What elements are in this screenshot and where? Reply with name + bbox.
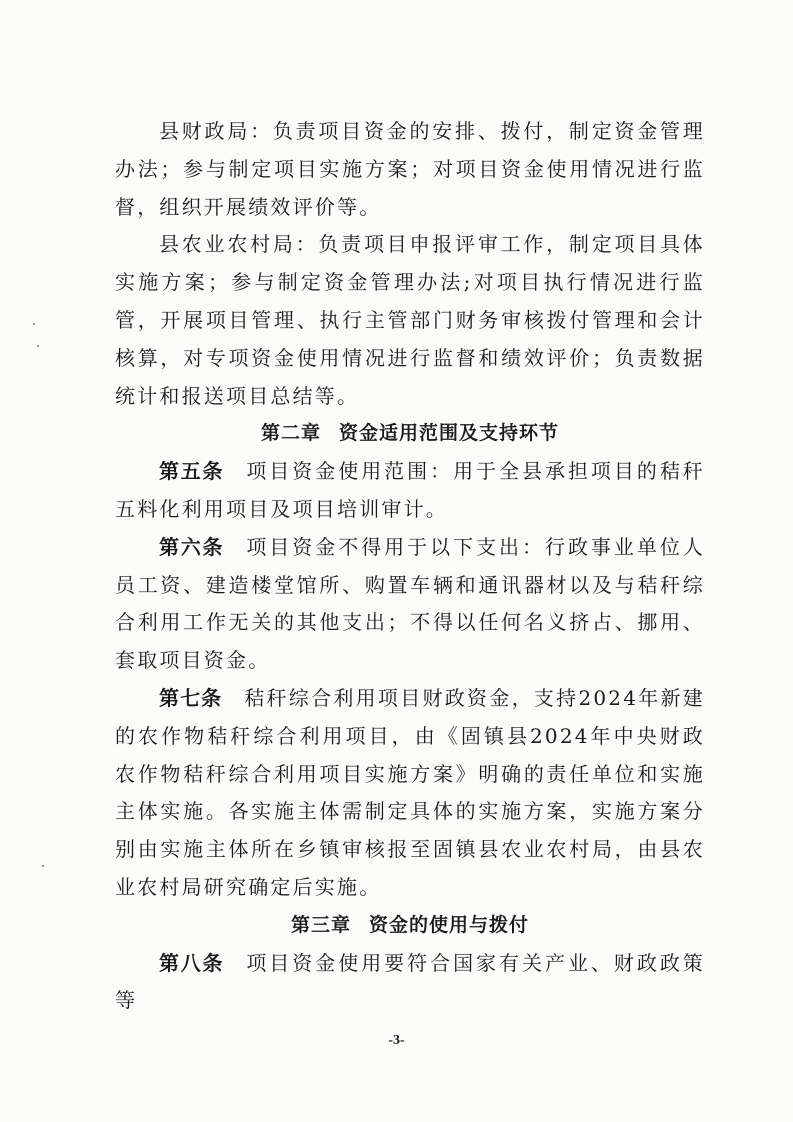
chapter-3-number: 第三章 — [290, 913, 351, 936]
scan-speck — [42, 865, 44, 867]
page-number: -3- — [388, 1033, 405, 1048]
article-7-text: 秸秆综合利用项目财政资金，支持2024年新建的农作物秸秆综合利用项目，由《固镇县2024年中央财政农作物秸秆综合利用项目实施方案》明确的责任单位和实施主体实施。各实施主体需制定具体的实施方案，实施方案分别由实施主体所在乡镇审核报至固镇县农业农村局，由县农业农村局研究确定后实施。 — [115, 685, 705, 899]
article-5-label: 第五条 — [159, 459, 225, 484]
chapter-3-title: 资金的使用与拨付 — [369, 913, 530, 936]
document-body — [115, 113, 705, 1020]
article-6 — [115, 529, 705, 680]
article-6-label: 第六条 — [159, 534, 225, 559]
chapter-2-heading — [115, 415, 705, 453]
article-7-label: 第七条 — [159, 685, 223, 710]
chapter-2-title: 资金适用范围及支持环节 — [339, 422, 560, 445]
article-5-text: 项目资金使用范围：用于全县承担项目的秸秆五料化利用项目及项目培训审计。 — [115, 459, 706, 521]
article-8-label: 第八条 — [159, 950, 225, 975]
article-8 — [115, 945, 705, 1021]
article-6-text: 项目资金不得用于以下支出：行政事业单位人员工资、建造楼堂馆所、购置车辆和通讯器材以及与秸秆综合利用工作无关的其他支出；不得以任何名义挤占、挪用、套取项目资金。 — [115, 534, 706, 673]
article-8-text: 项目资金使用要符合国家有关产业、财政政策等 — [115, 950, 706, 1013]
paragraph-agriculture-bureau: 县农业农村局：负责项目申报评审工作，制定项目具体实施方案；参与制定资金管理办法;对项目执行情况进行监管，开展项目管理、执行主管部门财务审核拨付管理和会计核算，对专项资金使用情况进行监督和绩效评价；负责数据统计和报送项目总结等。 — [115, 232, 705, 408]
article-7 — [115, 680, 705, 907]
article-5 — [115, 453, 705, 529]
chapter-3-heading — [115, 907, 705, 945]
scan-speck — [33, 323, 35, 325]
scan-speck — [37, 345, 39, 347]
paragraph-finance-bureau: 县财政局：负责项目资金的安排、拨付，制定资金管理办法；参与制定项目实施方案；对项目资金使用情况进行监督，组织开展绩效评价等。 — [115, 119, 705, 219]
chapter-2-number: 第二章 — [260, 422, 321, 445]
